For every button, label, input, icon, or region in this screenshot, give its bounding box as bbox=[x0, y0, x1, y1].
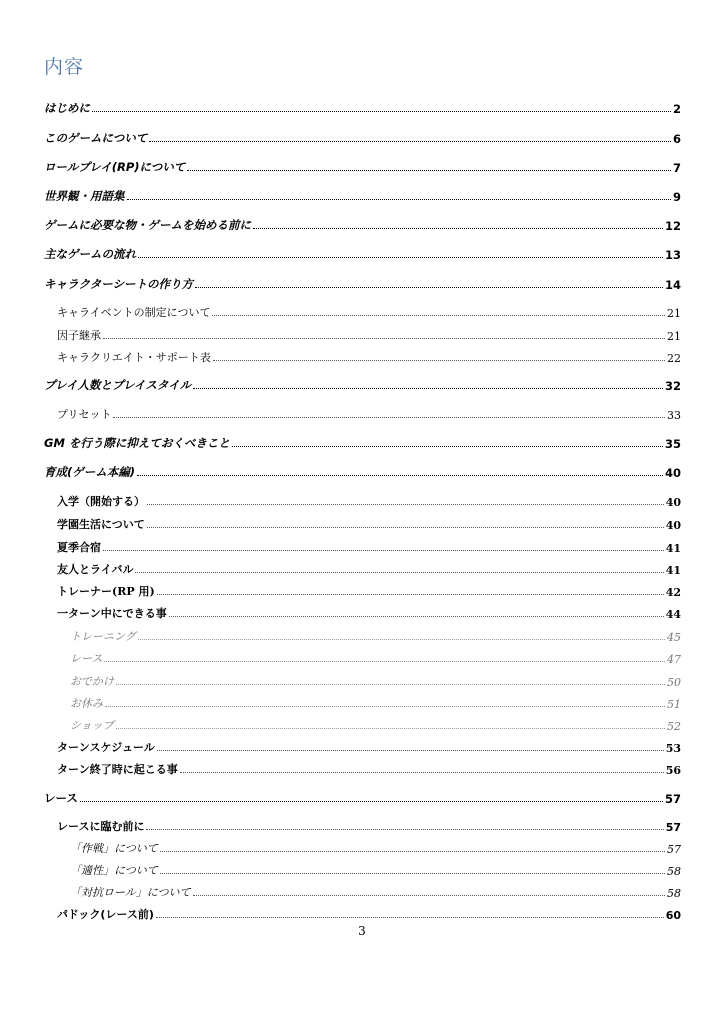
toc-entry-title: 育成(ゲーム本編) bbox=[44, 465, 136, 479]
toc-entry-character-sheet[interactable] bbox=[44, 274, 681, 292]
toc-entry-page: 2 bbox=[672, 102, 681, 116]
toc-entry-race[interactable] bbox=[44, 788, 681, 806]
toc-entry-page: 35 bbox=[664, 437, 681, 451]
toc-entry-page: 57 bbox=[667, 843, 681, 856]
dot-leader bbox=[193, 388, 663, 389]
toc-entry-title: おでかけ bbox=[70, 675, 114, 688]
dot-leader bbox=[193, 895, 665, 896]
dot-leader bbox=[160, 851, 665, 852]
toc-entry-title: 一ターン中にできる事 bbox=[57, 607, 167, 620]
toc-entry-chara-create-table[interactable] bbox=[57, 347, 681, 365]
toc-entry-turn-actions[interactable] bbox=[57, 603, 681, 621]
toc-entry-page: 21 bbox=[667, 330, 681, 343]
toc-entry-page: 40 bbox=[665, 519, 681, 532]
toc-entry-page: 56 bbox=[665, 764, 681, 777]
dot-leader bbox=[116, 728, 665, 729]
toc-entry-title: 因子継承 bbox=[57, 329, 101, 342]
dot-leader bbox=[147, 527, 664, 528]
toc-entry-page: 33 bbox=[667, 409, 681, 422]
dot-leader bbox=[232, 446, 663, 447]
toc-entry-aptitude[interactable] bbox=[70, 860, 681, 878]
toc-entry-about-game[interactable] bbox=[44, 128, 681, 146]
toc-entry-players-style[interactable] bbox=[44, 375, 681, 393]
toc-entry-training-main[interactable] bbox=[44, 462, 681, 480]
toc-entry-paddock[interactable] bbox=[57, 904, 681, 922]
dot-leader bbox=[157, 750, 664, 751]
toc-entry-title: 世界観・用語集 bbox=[44, 189, 125, 203]
toc-entry-factor-inherit[interactable] bbox=[57, 325, 681, 343]
toc-entry-title: 友人とライバル bbox=[57, 563, 134, 576]
dot-leader bbox=[127, 199, 671, 200]
dot-leader bbox=[213, 360, 665, 361]
toc-entry-page: 40 bbox=[664, 466, 681, 480]
toc-entry-race-sub[interactable] bbox=[70, 648, 681, 666]
toc-entry-page: 47 bbox=[667, 653, 681, 666]
dot-leader bbox=[80, 801, 663, 802]
toc-entry-shop[interactable] bbox=[70, 715, 681, 733]
dot-leader bbox=[137, 475, 663, 476]
toc-entry-preparation[interactable] bbox=[44, 215, 681, 233]
dot-leader bbox=[105, 706, 665, 707]
toc-entry-title: 主なゲームの流れ bbox=[44, 247, 136, 261]
toc-entry-page: 58 bbox=[667, 865, 681, 878]
toc-entry-title: ゲームに必要な物・ゲームを始める前に bbox=[44, 218, 251, 232]
toc-entry-page: 42 bbox=[665, 586, 681, 599]
toc-entry-title: トレーナー(RP 用) bbox=[57, 585, 155, 598]
toc-entry-page: 53 bbox=[665, 742, 681, 755]
toc-entry-title: レースに臨む前に bbox=[57, 820, 145, 833]
toc-entry-roleplay[interactable] bbox=[44, 157, 681, 175]
dot-leader bbox=[187, 170, 671, 171]
dot-leader bbox=[135, 572, 663, 573]
toc-entry-title: パドック(レース前) bbox=[57, 908, 154, 921]
toc-entry-page: 52 bbox=[667, 720, 681, 733]
dot-leader bbox=[149, 141, 671, 142]
toc-entry-summer-camp[interactable] bbox=[57, 537, 681, 555]
dot-leader bbox=[103, 550, 664, 551]
toc-entry-page: 41 bbox=[665, 542, 681, 555]
toc-entry-title: 「対抗ロール」について bbox=[70, 886, 191, 899]
dot-leader bbox=[104, 661, 665, 662]
toc-entry-glossary[interactable] bbox=[44, 186, 681, 204]
toc-entry-page: 14 bbox=[664, 278, 681, 292]
toc-entry-page: 7 bbox=[672, 161, 681, 175]
toc-entry-strategy[interactable] bbox=[70, 838, 681, 856]
toc-entry-page: 13 bbox=[664, 248, 681, 262]
dot-leader bbox=[113, 417, 665, 418]
toc-entry-turn-schedule[interactable] bbox=[57, 737, 681, 755]
toc-entry-page: 41 bbox=[665, 564, 681, 577]
toc-entry-page: 40 bbox=[665, 496, 681, 509]
toc-entry-page: 50 bbox=[667, 676, 681, 689]
toc-entry-enrollment[interactable] bbox=[57, 491, 681, 509]
toc-entry-title: レース bbox=[44, 791, 78, 805]
toc-entry-title: プリセット bbox=[57, 408, 112, 421]
toc-entry-title: ターンスケジュール bbox=[57, 741, 155, 754]
dot-leader bbox=[156, 917, 664, 918]
toc-entry-title: はじめに bbox=[44, 101, 90, 115]
toc-entry-title: プレイ人数とプレイスタイル bbox=[44, 378, 192, 392]
toc-entry-page: 45 bbox=[667, 631, 681, 644]
page-number: 3 bbox=[358, 924, 366, 938]
toc-entry-page: 60 bbox=[665, 909, 681, 922]
toc-entry-page: 57 bbox=[664, 792, 681, 806]
toc-entry-title: GM を行う際に抑えておくべきこと bbox=[44, 436, 230, 450]
toc-entry-school-life[interactable] bbox=[57, 514, 681, 532]
toc-entry-title: レース bbox=[70, 652, 103, 665]
toc-entry-hajimeni[interactable] bbox=[44, 98, 681, 116]
toc-entry-title: ロールプレイ(RP)について bbox=[44, 160, 186, 174]
toc-entry-turn-end[interactable] bbox=[57, 759, 681, 777]
toc-entry-training[interactable] bbox=[70, 626, 681, 644]
toc-entry-page: 57 bbox=[665, 821, 681, 834]
toc-entry-title: お休み bbox=[70, 697, 103, 710]
toc-entry-page: 32 bbox=[664, 379, 681, 393]
toc-entry-title: 入学（開始する） bbox=[57, 495, 145, 508]
toc-entry-trainer-rp[interactable] bbox=[57, 581, 681, 599]
toc-entry-gm-notes[interactable] bbox=[44, 433, 681, 451]
toc-entry-title: トレーニング bbox=[70, 630, 136, 643]
toc-entry-page: 12 bbox=[664, 219, 681, 233]
toc-entry-title: 学園生活について bbox=[57, 518, 145, 531]
toc-entry-page: 44 bbox=[665, 608, 681, 621]
toc-heading: 内容 bbox=[44, 56, 85, 78]
toc-entry-preset[interactable] bbox=[57, 404, 681, 422]
toc-entry-page: 21 bbox=[667, 307, 681, 320]
toc-entry-title: キャラクリエイト・サポート表 bbox=[57, 351, 211, 364]
dot-leader bbox=[169, 616, 664, 617]
toc-entry-page: 51 bbox=[667, 698, 681, 711]
dot-leader bbox=[103, 338, 665, 339]
toc-entry-chara-event[interactable] bbox=[57, 302, 681, 320]
dot-leader bbox=[138, 257, 663, 258]
toc-entry-game-flow[interactable] bbox=[44, 244, 681, 262]
toc-entry-rest[interactable] bbox=[70, 693, 681, 711]
dot-leader bbox=[138, 639, 665, 640]
dot-leader bbox=[147, 504, 664, 505]
dot-leader bbox=[212, 315, 665, 316]
toc-entry-title: キャライベントの制定について bbox=[57, 306, 211, 319]
toc-entry-title: ターン終了時に起こる事 bbox=[57, 763, 178, 776]
toc-entry-title: キャラクターシートの作り方 bbox=[44, 277, 194, 291]
toc-entry-before-race[interactable] bbox=[57, 816, 681, 834]
dot-leader bbox=[116, 684, 665, 685]
dot-leader bbox=[160, 873, 665, 874]
toc-entry-page: 6 bbox=[672, 132, 681, 146]
toc-entry-page: 58 bbox=[667, 887, 681, 900]
dot-leader bbox=[253, 228, 663, 229]
toc-entry-title: 「作戦」について bbox=[70, 842, 158, 855]
toc-entry-title: 夏季合宿 bbox=[57, 541, 101, 554]
toc-entry-title: ショップ bbox=[70, 719, 114, 732]
toc-entry-opposed-roll[interactable] bbox=[70, 882, 681, 900]
toc-entry-outing[interactable] bbox=[70, 671, 681, 689]
toc-entry-page: 22 bbox=[667, 352, 681, 365]
toc-entry-title: このゲームについて bbox=[44, 131, 148, 145]
dot-leader bbox=[146, 829, 663, 830]
dot-leader bbox=[180, 772, 664, 773]
dot-leader bbox=[157, 594, 664, 595]
dot-leader bbox=[92, 111, 671, 112]
toc-entry-friends-rivals[interactable] bbox=[57, 559, 681, 577]
dot-leader bbox=[195, 287, 663, 288]
toc-entry-page: 9 bbox=[672, 190, 681, 204]
toc-entry-title: 「適性」について bbox=[70, 864, 158, 877]
